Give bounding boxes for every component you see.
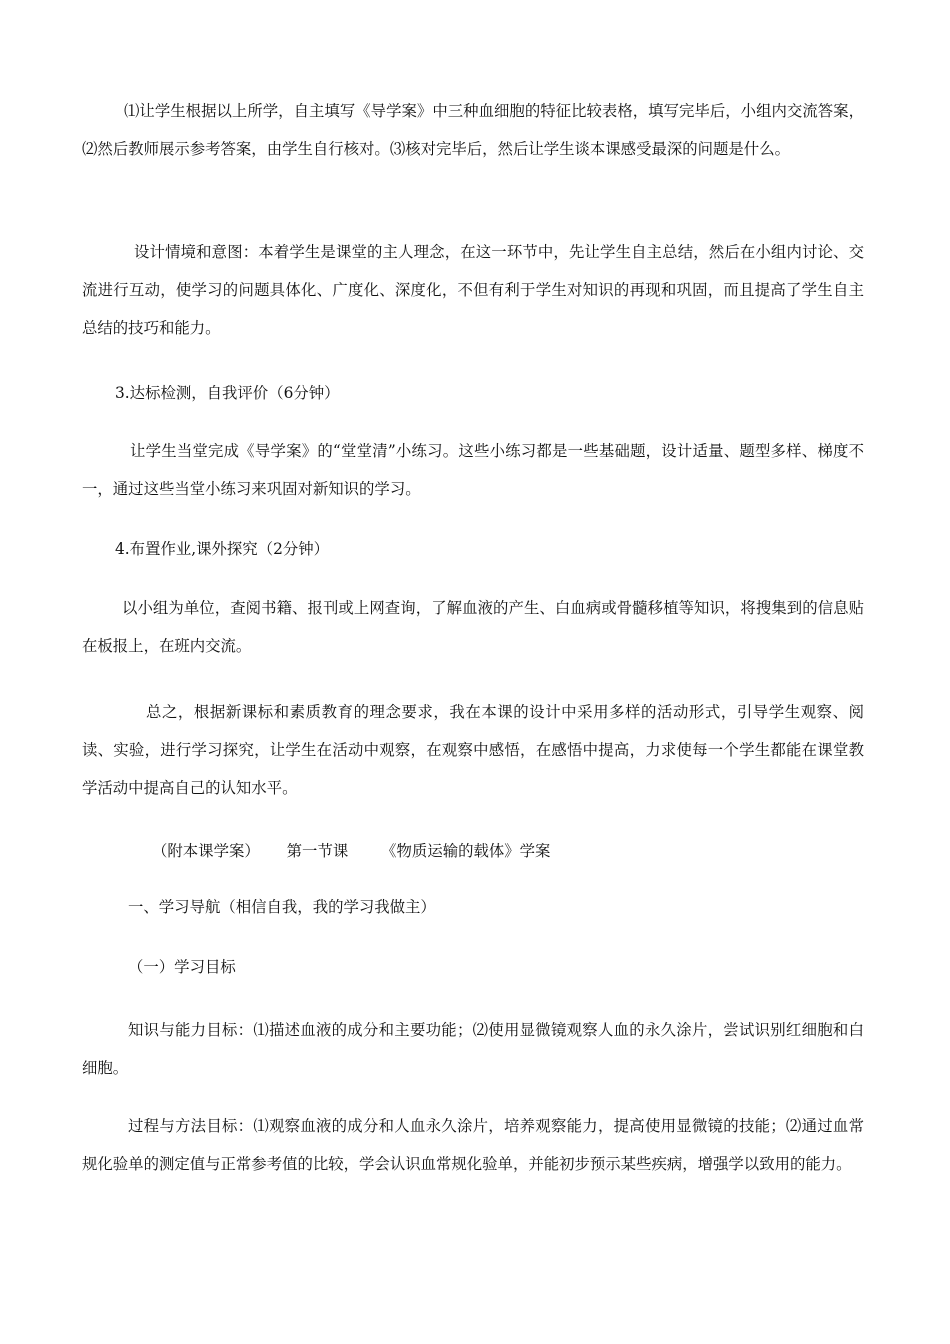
- heading-homework: 4.布置作业,课外探究（2分钟）: [115, 540, 330, 558]
- subsection-learning-goals: （一）学习目标: [128, 958, 236, 976]
- paragraph-group-research: 以小组为单位，查阅书籍、报刊或上网查询，了解血液的产生、白血病或骨髓移植等知识，将搜集到的信息贴在板报上，在班内交流。: [82, 599, 864, 655]
- appendix-lesson: 第一节课: [286, 842, 349, 860]
- section-learning-guide: 一、学习导航（相信自我，我的学习我做主）: [128, 898, 436, 916]
- paragraph-process-goals: 过程与方法目标：⑴观察血液的成分和人血永久涂片，培养观察能力，提高使用显微镜的技能；⑵通过血常规化验单的测定值与正常参考值的比较，学会认识血常规化验单，并能初步预示某些疾病，增强学以致用的能力。: [82, 1117, 864, 1173]
- paragraph-design-intent: 设计情境和意图：本着学生是课堂的主人理念，在这一环节中，先让学生自主总结，然后在小组内讨论、交流进行互动，使学习的问题具体化、广度化、深度化，不但有利于学生对知识的再现和巩固，而且提高了学生自主总结的技巧和能力。: [82, 243, 864, 337]
- appendix-title: [152, 839, 550, 863]
- paragraph-knowledge-goals: 知识与能力目标：⑴描述血液的成分和主要功能；⑵使用显微镜观察人血的永久涂片，尝试识别红细胞和白细胞。: [82, 1021, 864, 1077]
- appendix-label: （附本课学案）: [152, 842, 260, 860]
- paragraph-summary-steps: ⑴让学生根据以上所学，自主填写《导学案》中三种血细胞的特征比较表格，填写完毕后，小组内交流答案，⑵然后教师展示参考答案，由学生自行核对。⑶核对完毕后，然后让学生谈本课感受最深的问题是什么。: [82, 102, 864, 158]
- appendix-topic: 《物质运输的载体》学案: [381, 842, 551, 860]
- heading-assessment: 3.达标检测，自我评价（6分钟）: [115, 384, 340, 402]
- paragraph-exercises: 让学生当堂完成《导学案》的“堂堂清”小练习。这些小练习都是一些基础题，设计适量、题型多样、梯度不一，通过这些当堂小练习来巩固对新知识的学习。: [82, 442, 864, 498]
- paragraph-conclusion: 总之，根据新课标和素质教育的理念要求，我在本课的设计中采用多样的活动形式，引导学生观察、阅读、实验，进行学习探究，让学生在活动中观察，在观察中感悟，在感悟中提高，力求使每一个学生都能在课堂教学活动中提高自己的认知水平。: [82, 703, 864, 797]
